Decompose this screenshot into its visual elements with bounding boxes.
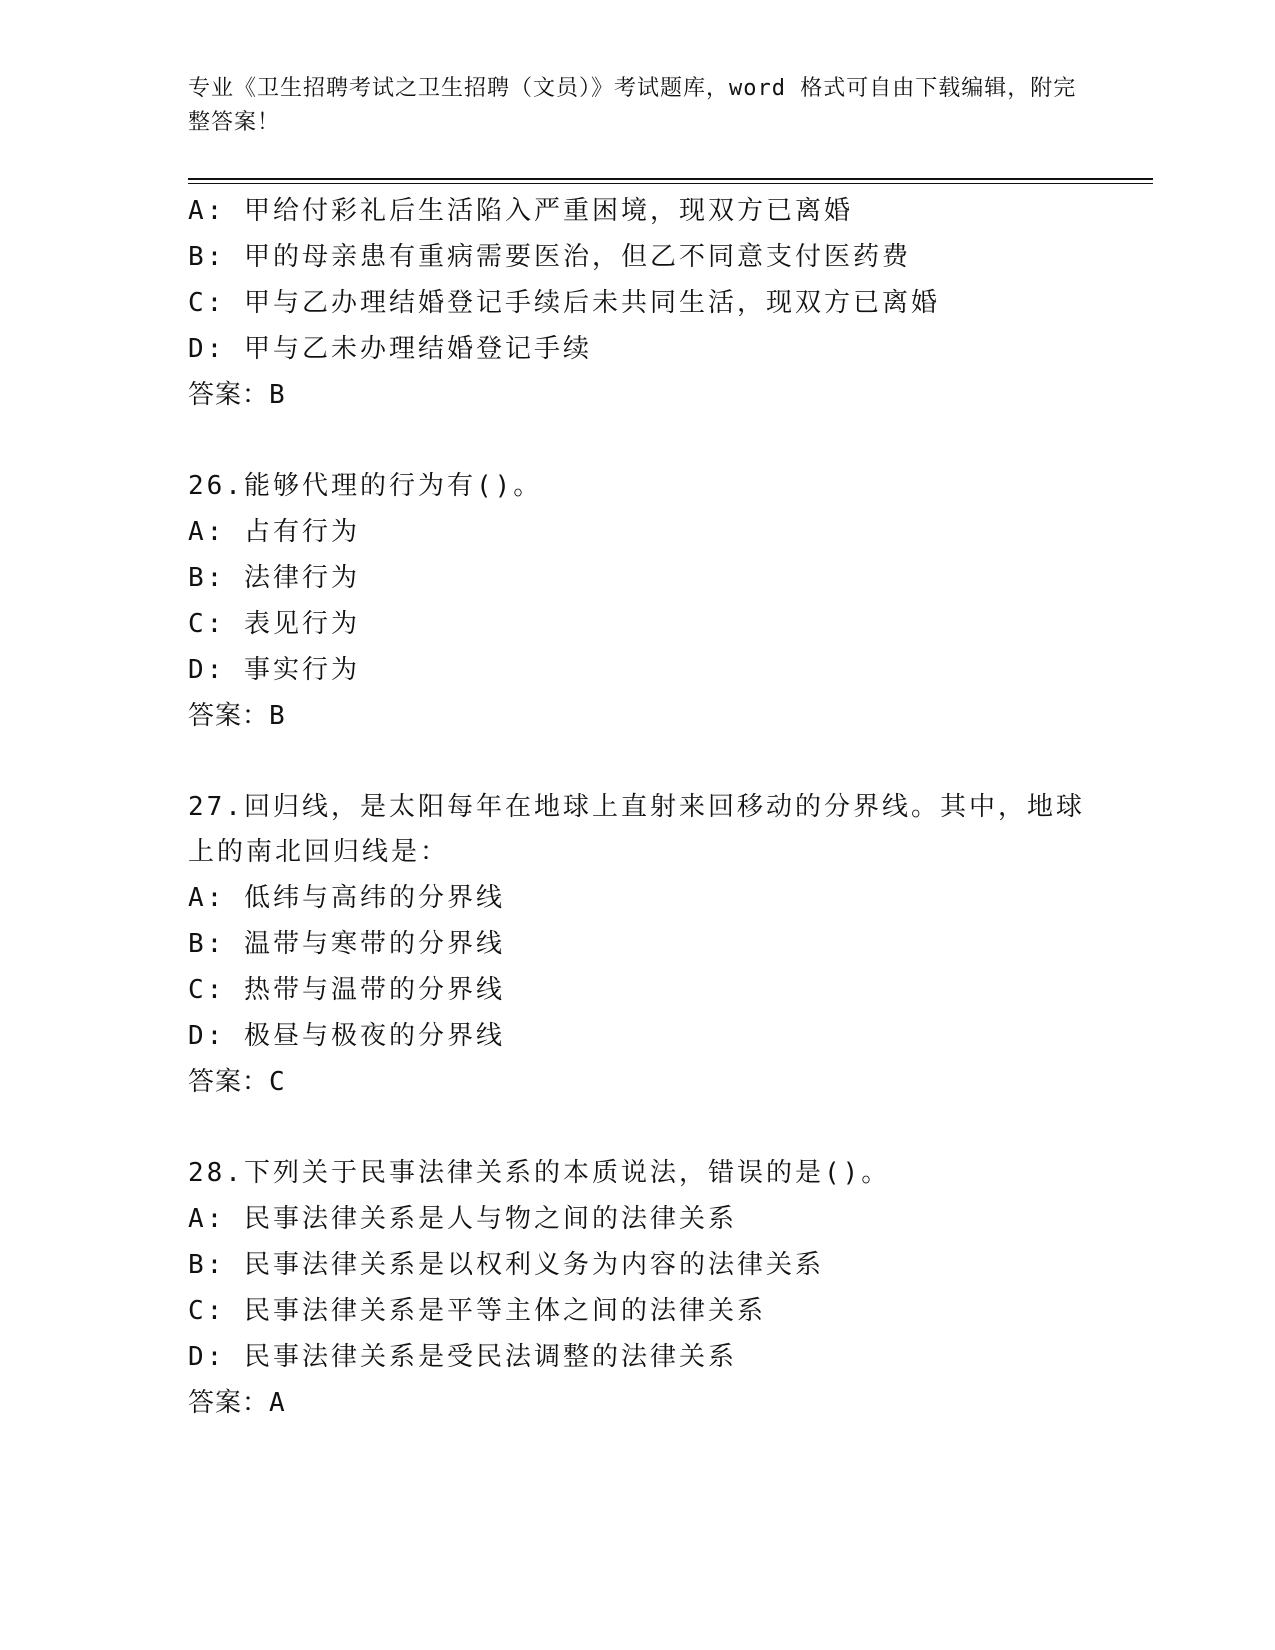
answer-value: C — [269, 1067, 286, 1097]
answer-value: B — [269, 380, 286, 410]
option-d: D: 事实行为 — [188, 655, 360, 685]
option-d: D: 极昼与极夜的分界线 — [188, 1021, 505, 1051]
question-26 — [188, 464, 1088, 739]
answer-value: B — [269, 701, 286, 731]
option-c: C: 甲与乙办理结婚登记手续后未共同生活，现双方已离婚 — [188, 288, 940, 318]
question-stem: 27.回归线，是太阳每年在地球上直射来回移动的分界线。其中，地球上的南北回归线是： — [188, 792, 1085, 867]
answer-value: A — [269, 1388, 286, 1418]
question-27 — [188, 785, 1088, 1105]
header-rule-thin — [188, 183, 1153, 184]
option-a: A: 占有行为 — [188, 517, 360, 547]
option-b: B: 法律行为 — [188, 563, 360, 593]
document-header: 专业《卫生招聘考试之卫生招聘（文员）》考试题库，word 格式可自由下载编辑，附完整答案！ — [188, 76, 1077, 135]
question-stem: 26.能够代理的行为有()。 — [188, 471, 543, 501]
answer-label: 答案： — [188, 1067, 270, 1097]
option-c: C: 民事法律关系是平等主体之间的法律关系 — [188, 1296, 766, 1326]
question-stem: 28.下列关于民事法律关系的本质说法，错误的是()。 — [188, 1158, 891, 1188]
answer-label: 答案： — [188, 380, 270, 410]
option-a: A: 低纬与高纬的分界线 — [188, 883, 505, 913]
option-b: B: 温带与寒带的分界线 — [188, 929, 505, 959]
answer-line — [188, 1059, 1088, 1105]
option-a: A: 民事法律关系是人与物之间的法律关系 — [188, 1204, 737, 1234]
option-c: C: 热带与温带的分界线 — [188, 975, 505, 1005]
answer-line — [188, 372, 1088, 418]
header-rule-thick — [188, 178, 1153, 180]
answer-label: 答案： — [188, 701, 270, 731]
answer-label: 答案： — [188, 1388, 270, 1418]
option-a: A: 甲给付彩礼后生活陷入严重困境，现双方已离婚 — [188, 196, 853, 226]
answer-line — [188, 1380, 1088, 1426]
question-list — [188, 188, 1088, 1426]
option-d: D: 甲与乙未办理结婚登记手续 — [188, 334, 592, 364]
option-d: D: 民事法律关系是受民法调整的法律关系 — [188, 1342, 737, 1372]
option-c: C: 表见行为 — [188, 609, 360, 639]
question-28 — [188, 1151, 1088, 1426]
question-25 — [188, 188, 1088, 418]
option-b: B: 民事法律关系是以权利义务为内容的法律关系 — [188, 1250, 824, 1280]
option-b: B: 甲的母亲患有重病需要医治，但乙不同意支付医药费 — [188, 242, 911, 272]
answer-line — [188, 693, 1088, 739]
